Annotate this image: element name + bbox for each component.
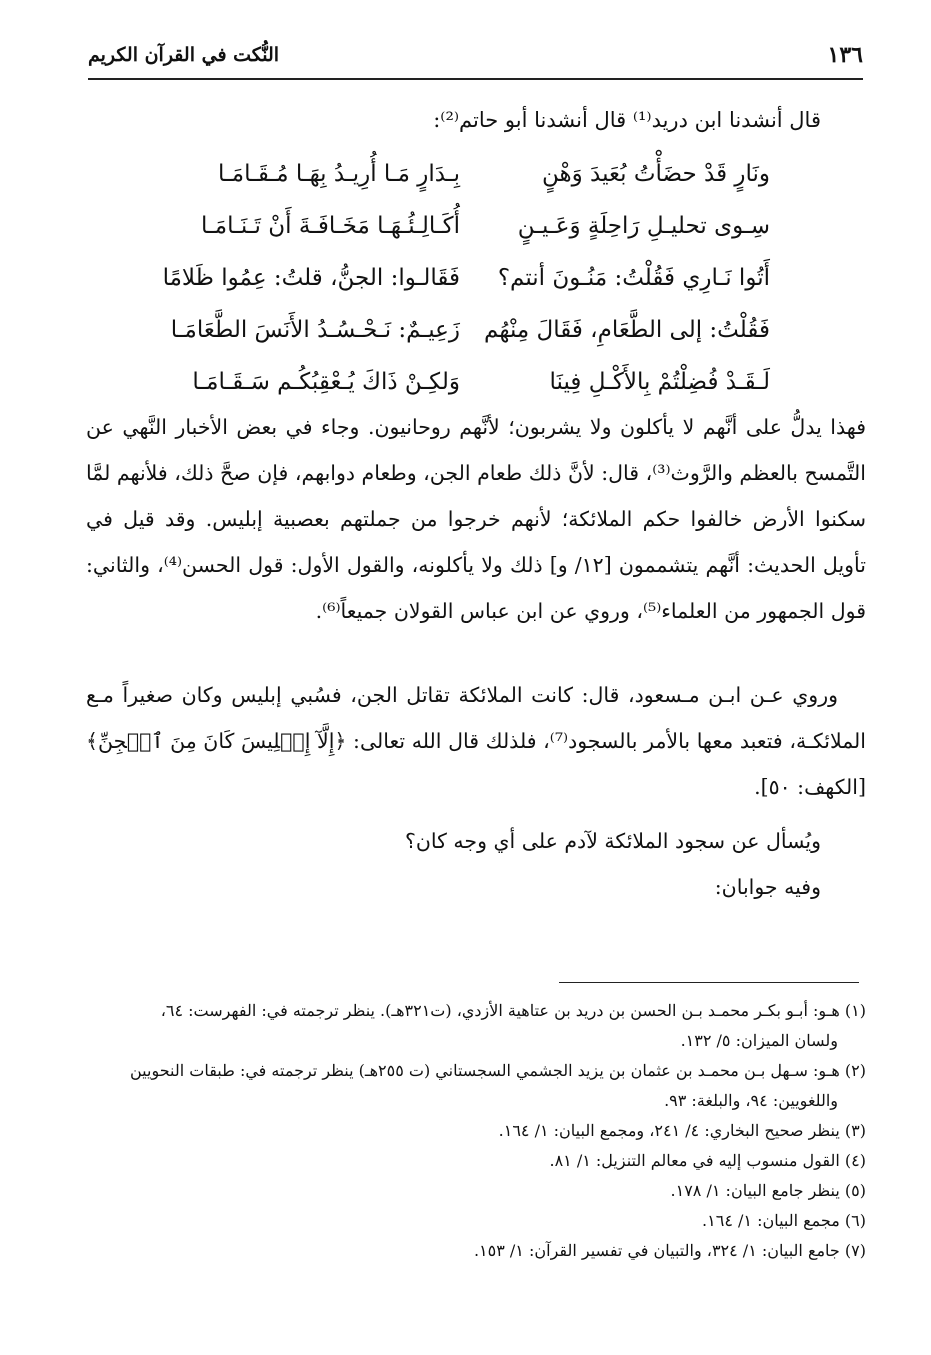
verse-first-hemistich: سِـوى تحليـلِ رَاحِلَةٍ وَعَـيـنٍ bbox=[517, 213, 770, 239]
footnote-number: (٦) bbox=[844, 1211, 866, 1230]
footnote-text: مجمع البيان: ١/ ١٦٤. bbox=[702, 1211, 840, 1230]
footnote-text: ينظر صحيح البخاري: ٤/ ٢٤١، ومجمع البيان: ١/ ١٦٤. bbox=[498, 1121, 840, 1140]
footnote-continuation: واللغويين: ٩٤، والبلغة: ٩٣. bbox=[664, 1091, 838, 1110]
running-title: النُّكت في القرآن الكريم bbox=[88, 44, 280, 66]
footnote-number: (٤) bbox=[844, 1151, 866, 1170]
poem-verses bbox=[162, 150, 770, 410]
footnote bbox=[86, 1236, 866, 1266]
footnote-separator bbox=[559, 982, 859, 983]
body-paragraph: وروي عـن ابـن مـسعود، قال: كانت الملائكة تقاتل الجن، فسُبي إبليس وكان صغيراً مـع الملائكـة، فتعبد معها بالأمر بالسجود⁽⁷⁾، فلذلك قال الله تعالى: ﴿إِلَّآ إِبۡلِيسَ كَانَ مِنَ ٱلۡجِنِّ﴾ [الكهف: ٥٠]. bbox=[86, 683, 866, 799]
footnote-text: هـو: سـهل بـن محمـد بن عثمان بن يزيد الجشمي السجستاني (ت ٢٥٥هـ) ينظر ترجمته في: طبقات النحويين bbox=[129, 1061, 840, 1080]
verse bbox=[162, 254, 770, 306]
footnote-text: جامع البيان: ١/ ٣٢٤، والتبيان في تفسير القرآن: ١/ ١٥٣. bbox=[473, 1241, 840, 1260]
footnote-text: ينظر جامع البيان: ١/ ١٧٨. bbox=[670, 1181, 840, 1200]
intro-line: قال أنشدنا ابن دريد⁽¹⁾ قال أنشدنا أبو حاتم⁽²⁾: bbox=[433, 108, 821, 132]
footnote-number: (١) bbox=[844, 1001, 866, 1020]
verse-second-hemistich: وَلكِـنْ ذَاكَ يُـعْقِبُكُـم سَـقَـامَـا bbox=[192, 369, 460, 395]
verse bbox=[170, 150, 770, 202]
footnotes bbox=[86, 996, 866, 1266]
question-line: ويُسأل عن سجود الملائكة لآدم على أي وجه كان؟ bbox=[404, 829, 821, 853]
footnote-continuation: ولسان الميزان: ٥/ ١٣٢. bbox=[680, 1031, 838, 1050]
verse-second-hemistich: فَقَالـوا: الجنُّ، قلتُ: عِمُوا ظَلامًا bbox=[162, 265, 460, 291]
page-header bbox=[88, 38, 863, 80]
footnote-number: (٢) bbox=[844, 1061, 866, 1080]
verse-first-hemistich: فَقُلْتُ: إلى الطَّعَامِ، فَقَالَ مِنْهُم bbox=[484, 317, 770, 343]
verse-first-hemistich: ونَارٍ قَدْ حضَأْتُ بُعَيدَ وَهْنٍ bbox=[541, 161, 770, 187]
footnote-text: القول منسوب إليه في معالم التنزيل: ١/ ٨١. bbox=[549, 1151, 840, 1170]
footnote-number: (٥) bbox=[844, 1181, 866, 1200]
verse bbox=[170, 202, 770, 254]
footnote bbox=[86, 996, 866, 1056]
header-rule bbox=[88, 78, 863, 80]
verse bbox=[170, 306, 770, 358]
footnote bbox=[86, 1176, 866, 1206]
verse-second-hemistich: أُكَـالِـئُـهَـا مَخَـافَـةَ أَنْ تَـنَـامَـا bbox=[201, 213, 460, 239]
footnote-number: (٧) bbox=[844, 1241, 866, 1260]
footnote bbox=[86, 1206, 866, 1236]
footnote-text: هـو: أبـو بكـر محمـد بـن الحسن بن دريد بن عتاهية الأزدي، (ت٣٢١هـ). ينظر ترجمته في: الفهرست: ٦٤، bbox=[160, 1001, 840, 1020]
verse-second-hemistich: زَعِيـمٌ: نَـحْـسُـدُ الأَنَسَ الطَّعَامَـا bbox=[170, 317, 460, 343]
verse-second-hemistich: بِـدَارٍ مَـا أُرِيـدُ بِهَـا مُـقَـامَـا bbox=[218, 161, 460, 187]
verse bbox=[170, 358, 770, 410]
footnote bbox=[86, 1146, 866, 1176]
footnote-number: (٣) bbox=[844, 1121, 866, 1140]
body-paragraph: فهذا يدلُّ على أنَّهم لا يأكلون ولا يشربون؛ لأنَّهم روحانيون. وجاء في بعض الأخبار النَّهي عن التَّمسح بالعظم والرَّوث⁽³⁾، قال: لأنَّ ذلك طعام الجن، وطعام دوابهم، فإن صحَّ ذلك، فلأنهم لمَّا سكنوا الأرض خالفوا حكم الملائكة؛ لأنهم خرجوا من جملتهم بعصبية إبليس. وقد قيل في تأويل الحديث: أنَّهم يتشممون [١٢/ و] ذلك ولا يأكلونه، والقول الأول: قول الحسن⁽⁴⁾، والثاني: قول الجمهور من العلماء⁽⁵⁾، وروي عن ابن عباس القولان جميعاً⁽⁶⁾. bbox=[86, 415, 867, 623]
page-number: ١٣٦ bbox=[827, 42, 863, 68]
verse-first-hemistich: لَـقَـدْ فُضِلْتُمْ بِالأَكْـلِ فِينَا bbox=[549, 369, 770, 395]
answers-intro: وفيه جوابان: bbox=[714, 875, 821, 899]
footnote bbox=[86, 1056, 866, 1116]
footnote bbox=[86, 1116, 866, 1146]
verse-first-hemistich: أَتُوا نَـارِي فَقُلْتُ: مَنُـونَ أنتم؟ bbox=[497, 265, 770, 291]
